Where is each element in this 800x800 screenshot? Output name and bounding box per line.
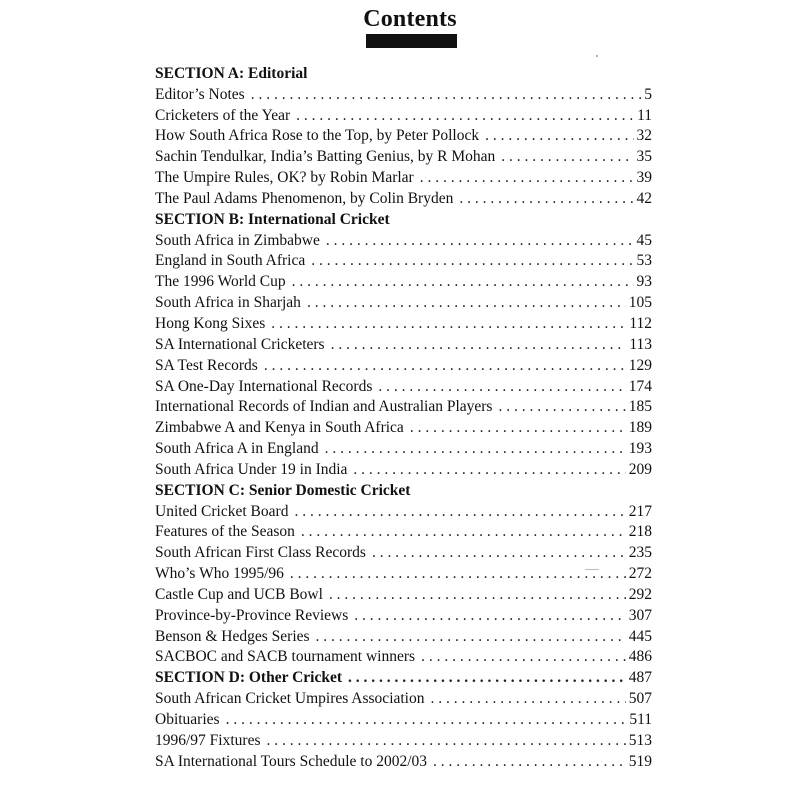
scan-speck (596, 55, 598, 57)
toc-entry (155, 416, 652, 437)
page-number: 174 (628, 377, 652, 395)
entry-title: Who’s Who 1995/96 (155, 565, 284, 583)
page-number: 113 (629, 335, 652, 353)
page-number: 519 (628, 752, 652, 770)
dot-leader (501, 148, 633, 166)
toc-entry (155, 500, 652, 521)
dot-leader (267, 732, 626, 750)
dot-leader (431, 690, 626, 708)
entry-title: South Africa A in England (155, 440, 319, 458)
toc-entry (155, 333, 652, 354)
title-underline-bar (366, 34, 457, 48)
page-number: 292 (628, 585, 652, 603)
dot-leader (292, 273, 634, 291)
toc-entry (155, 458, 652, 479)
dot-leader (420, 169, 634, 187)
entry-title: Sachin Tendulkar, India’s Batting Genius, by R Mohan (155, 148, 496, 166)
page-number: 307 (628, 606, 652, 624)
page-number: 93 (636, 273, 652, 291)
dot-leader (421, 648, 626, 666)
dot-leader (264, 357, 626, 375)
page-number: 53 (636, 252, 652, 270)
dot-leader (348, 669, 626, 687)
entry-title: SA International Cricketers (155, 335, 325, 353)
toc-section-heading (155, 208, 652, 229)
page-number: 39 (636, 169, 652, 187)
page-number: 105 (628, 294, 652, 312)
page-number: 5 (644, 85, 652, 103)
entry-title: The Paul Adams Phenomenon, by Colin Bryden (155, 189, 454, 207)
toc-entry (155, 125, 652, 146)
entry-title: SA Test Records (155, 356, 258, 374)
toc-entry (155, 708, 652, 729)
toc-section-heading (155, 666, 652, 687)
page-number: 507 (628, 690, 652, 708)
entry-title: International Records of Indian and Australian Players (155, 398, 493, 416)
page-number: 35 (636, 148, 652, 166)
dot-leader (331, 336, 627, 354)
entry-title: South Africa in Zimbabwe (155, 231, 320, 249)
entry-title: Province-by-Province Reviews (155, 606, 349, 624)
toc-entry (155, 166, 652, 187)
toc-entry (155, 270, 652, 291)
page-number: 11 (637, 106, 652, 124)
dot-leader (326, 232, 634, 250)
page-number: 112 (629, 314, 652, 332)
toc-section-heading (155, 479, 652, 500)
dot-leader (271, 315, 626, 333)
entry-title: Obituaries (155, 711, 220, 728)
page-number: 513 (628, 731, 652, 749)
dot-leader (307, 294, 626, 312)
entry-title: Zimbabwe A and Kenya in South Africa (155, 419, 404, 437)
page-number: 511 (629, 711, 652, 728)
dot-leader (372, 544, 626, 562)
section-title: SECTION C: Senior Domestic Cricket (155, 481, 411, 499)
toc-entry (155, 187, 652, 208)
dot-leader (433, 753, 626, 771)
toc-entry (155, 437, 652, 458)
toc-entry (155, 750, 652, 771)
page-number: 193 (628, 440, 652, 458)
toc-entry (155, 562, 652, 583)
page-number: 185 (628, 398, 652, 416)
entry-title: SA International Tours Schedule to 2002/03 (155, 752, 427, 770)
page-number: 129 (628, 356, 652, 374)
toc-entry (155, 687, 652, 708)
dot-leader (459, 190, 633, 208)
page-number: 235 (628, 544, 652, 562)
entry-title: Features of the Season (155, 523, 295, 541)
table-of-contents (155, 62, 652, 771)
entry-title: Hong Kong Sixes (155, 314, 266, 332)
dot-leader (311, 252, 633, 270)
page-number: 272 (628, 565, 652, 583)
entry-title: South African First Class Records (155, 544, 366, 562)
toc-entry (155, 396, 652, 417)
entry-title: Cricketers of the Year (155, 106, 291, 124)
dot-leader (290, 565, 626, 583)
entry-title: SACBOC and SACB tournament winners (155, 648, 416, 666)
entry-title: SA One-Day International Records (155, 377, 373, 395)
entry-title: England in South Africa (155, 252, 306, 270)
dot-leader (378, 378, 625, 396)
toc-entry (155, 625, 652, 646)
toc-section-heading (155, 62, 652, 83)
entry-title: Editor’s Notes (155, 85, 245, 103)
section-title: SECTION A: Editorial (155, 64, 308, 82)
toc-entry (155, 250, 652, 271)
toc-entry (155, 83, 652, 104)
page-number: 209 (628, 460, 652, 478)
page-number: 445 (628, 627, 652, 645)
dot-leader (294, 503, 625, 521)
dot-leader (354, 607, 625, 625)
dot-leader (485, 127, 633, 145)
page-number: 486 (628, 648, 652, 666)
entry-title: The Umpire Rules, OK? by Robin Marlar (155, 169, 414, 187)
page-number: 189 (628, 419, 652, 437)
dot-leader (296, 107, 634, 125)
entry-title: United Cricket Board (155, 502, 289, 520)
toc-entry (155, 521, 652, 542)
dot-leader (251, 86, 642, 104)
toc-entry (155, 375, 652, 396)
toc-entry (155, 729, 652, 750)
dot-leader (226, 711, 627, 729)
toc-entry (155, 291, 652, 312)
entry-title: Benson & Hedges Series (155, 627, 310, 645)
entry-title: Castle Cup and UCB Bowl (155, 585, 323, 603)
page-number: 218 (628, 523, 652, 541)
dot-leader (353, 461, 625, 479)
entry-title: How South Africa Rose to the Top, by Peter Pollock (155, 127, 480, 145)
toc-entry (155, 104, 652, 125)
toc-entry (155, 583, 652, 604)
page-number: 217 (628, 502, 652, 520)
section-title: SECTION B: International Cricket (155, 210, 390, 228)
toc-entry (155, 145, 652, 166)
dot-leader (316, 628, 626, 646)
scan-speck (585, 569, 599, 570)
entry-title: The 1996 World Cup (155, 273, 286, 291)
toc-entry (155, 646, 652, 667)
section-title: SECTION D: Other Cricket (155, 669, 342, 687)
dot-leader (329, 586, 626, 604)
page-number: 45 (636, 231, 652, 249)
page-number: 32 (636, 127, 652, 145)
dot-leader (301, 523, 626, 541)
entry-title: South Africa in Sharjah (155, 294, 301, 312)
toc-entry (155, 604, 652, 625)
entry-title: 1996/97 Fixtures (155, 731, 261, 749)
dot-leader (325, 440, 626, 458)
entry-title: South Africa Under 19 in India (155, 460, 348, 478)
toc-entry (155, 541, 652, 562)
entry-title: South African Cricket Umpires Association (155, 690, 425, 708)
toc-entry (155, 229, 652, 250)
dot-leader (410, 419, 626, 437)
toc-entry (155, 312, 652, 333)
toc-entry (155, 354, 652, 375)
dot-leader (498, 398, 625, 416)
page-title: Contents (363, 6, 457, 32)
page-number: 42 (636, 189, 652, 207)
page-number: 487 (628, 669, 652, 687)
